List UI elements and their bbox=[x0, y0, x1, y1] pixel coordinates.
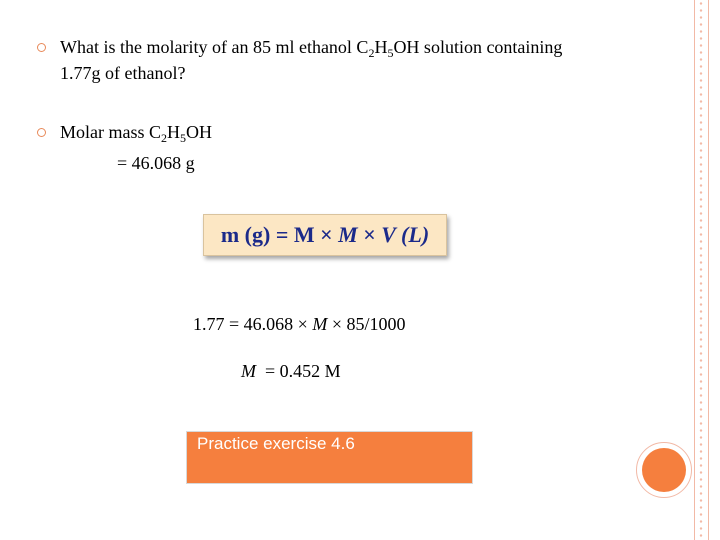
practice-exercise-label: Practice exercise 4.6 bbox=[197, 434, 355, 453]
question-text: What is the molarity of an 85 ml ethanol C bbox=[60, 37, 369, 57]
subscript: 5 bbox=[387, 46, 394, 60]
question-line1 bbox=[60, 36, 562, 60]
calculation-line1 bbox=[193, 313, 405, 335]
molar-mass-label bbox=[60, 121, 212, 145]
calc-result: = 0.452 M bbox=[256, 361, 341, 381]
subscript: 5 bbox=[180, 131, 186, 145]
right-border-line bbox=[708, 0, 709, 540]
calc-text: 1.77 = 46.068 × bbox=[193, 314, 313, 334]
right-border-line bbox=[694, 0, 695, 540]
calc-var: M bbox=[312, 314, 328, 334]
formula-box bbox=[203, 214, 447, 256]
formula-var-volume: V (L) bbox=[381, 222, 430, 247]
molar-mass-text: OH bbox=[186, 122, 212, 142]
practice-exercise-box bbox=[186, 431, 473, 484]
question-text: H bbox=[374, 37, 388, 57]
formula-text: × bbox=[357, 222, 382, 247]
molar-mass-text: Molar mass C bbox=[60, 122, 161, 142]
molar-mass-value: = 46.068 g bbox=[117, 153, 195, 173]
bullet-icon bbox=[37, 128, 46, 137]
formula-var-molarity: M bbox=[338, 222, 358, 247]
molar-mass-text: H bbox=[167, 122, 180, 142]
bullet-icon bbox=[37, 43, 46, 52]
subscript: 2 bbox=[161, 131, 167, 145]
question-text: OH solution containing bbox=[393, 37, 563, 57]
decorative-circle bbox=[642, 448, 686, 492]
calc-var: M bbox=[241, 361, 256, 381]
question-line2: 1.77g of ethanol? bbox=[60, 63, 186, 83]
calculation-result bbox=[232, 338, 341, 382]
calc-text: × 85/1000 bbox=[327, 314, 406, 334]
right-border-dots bbox=[698, 0, 704, 540]
subscript: 2 bbox=[368, 46, 375, 60]
formula-text: m (g) = M × bbox=[220, 222, 339, 247]
